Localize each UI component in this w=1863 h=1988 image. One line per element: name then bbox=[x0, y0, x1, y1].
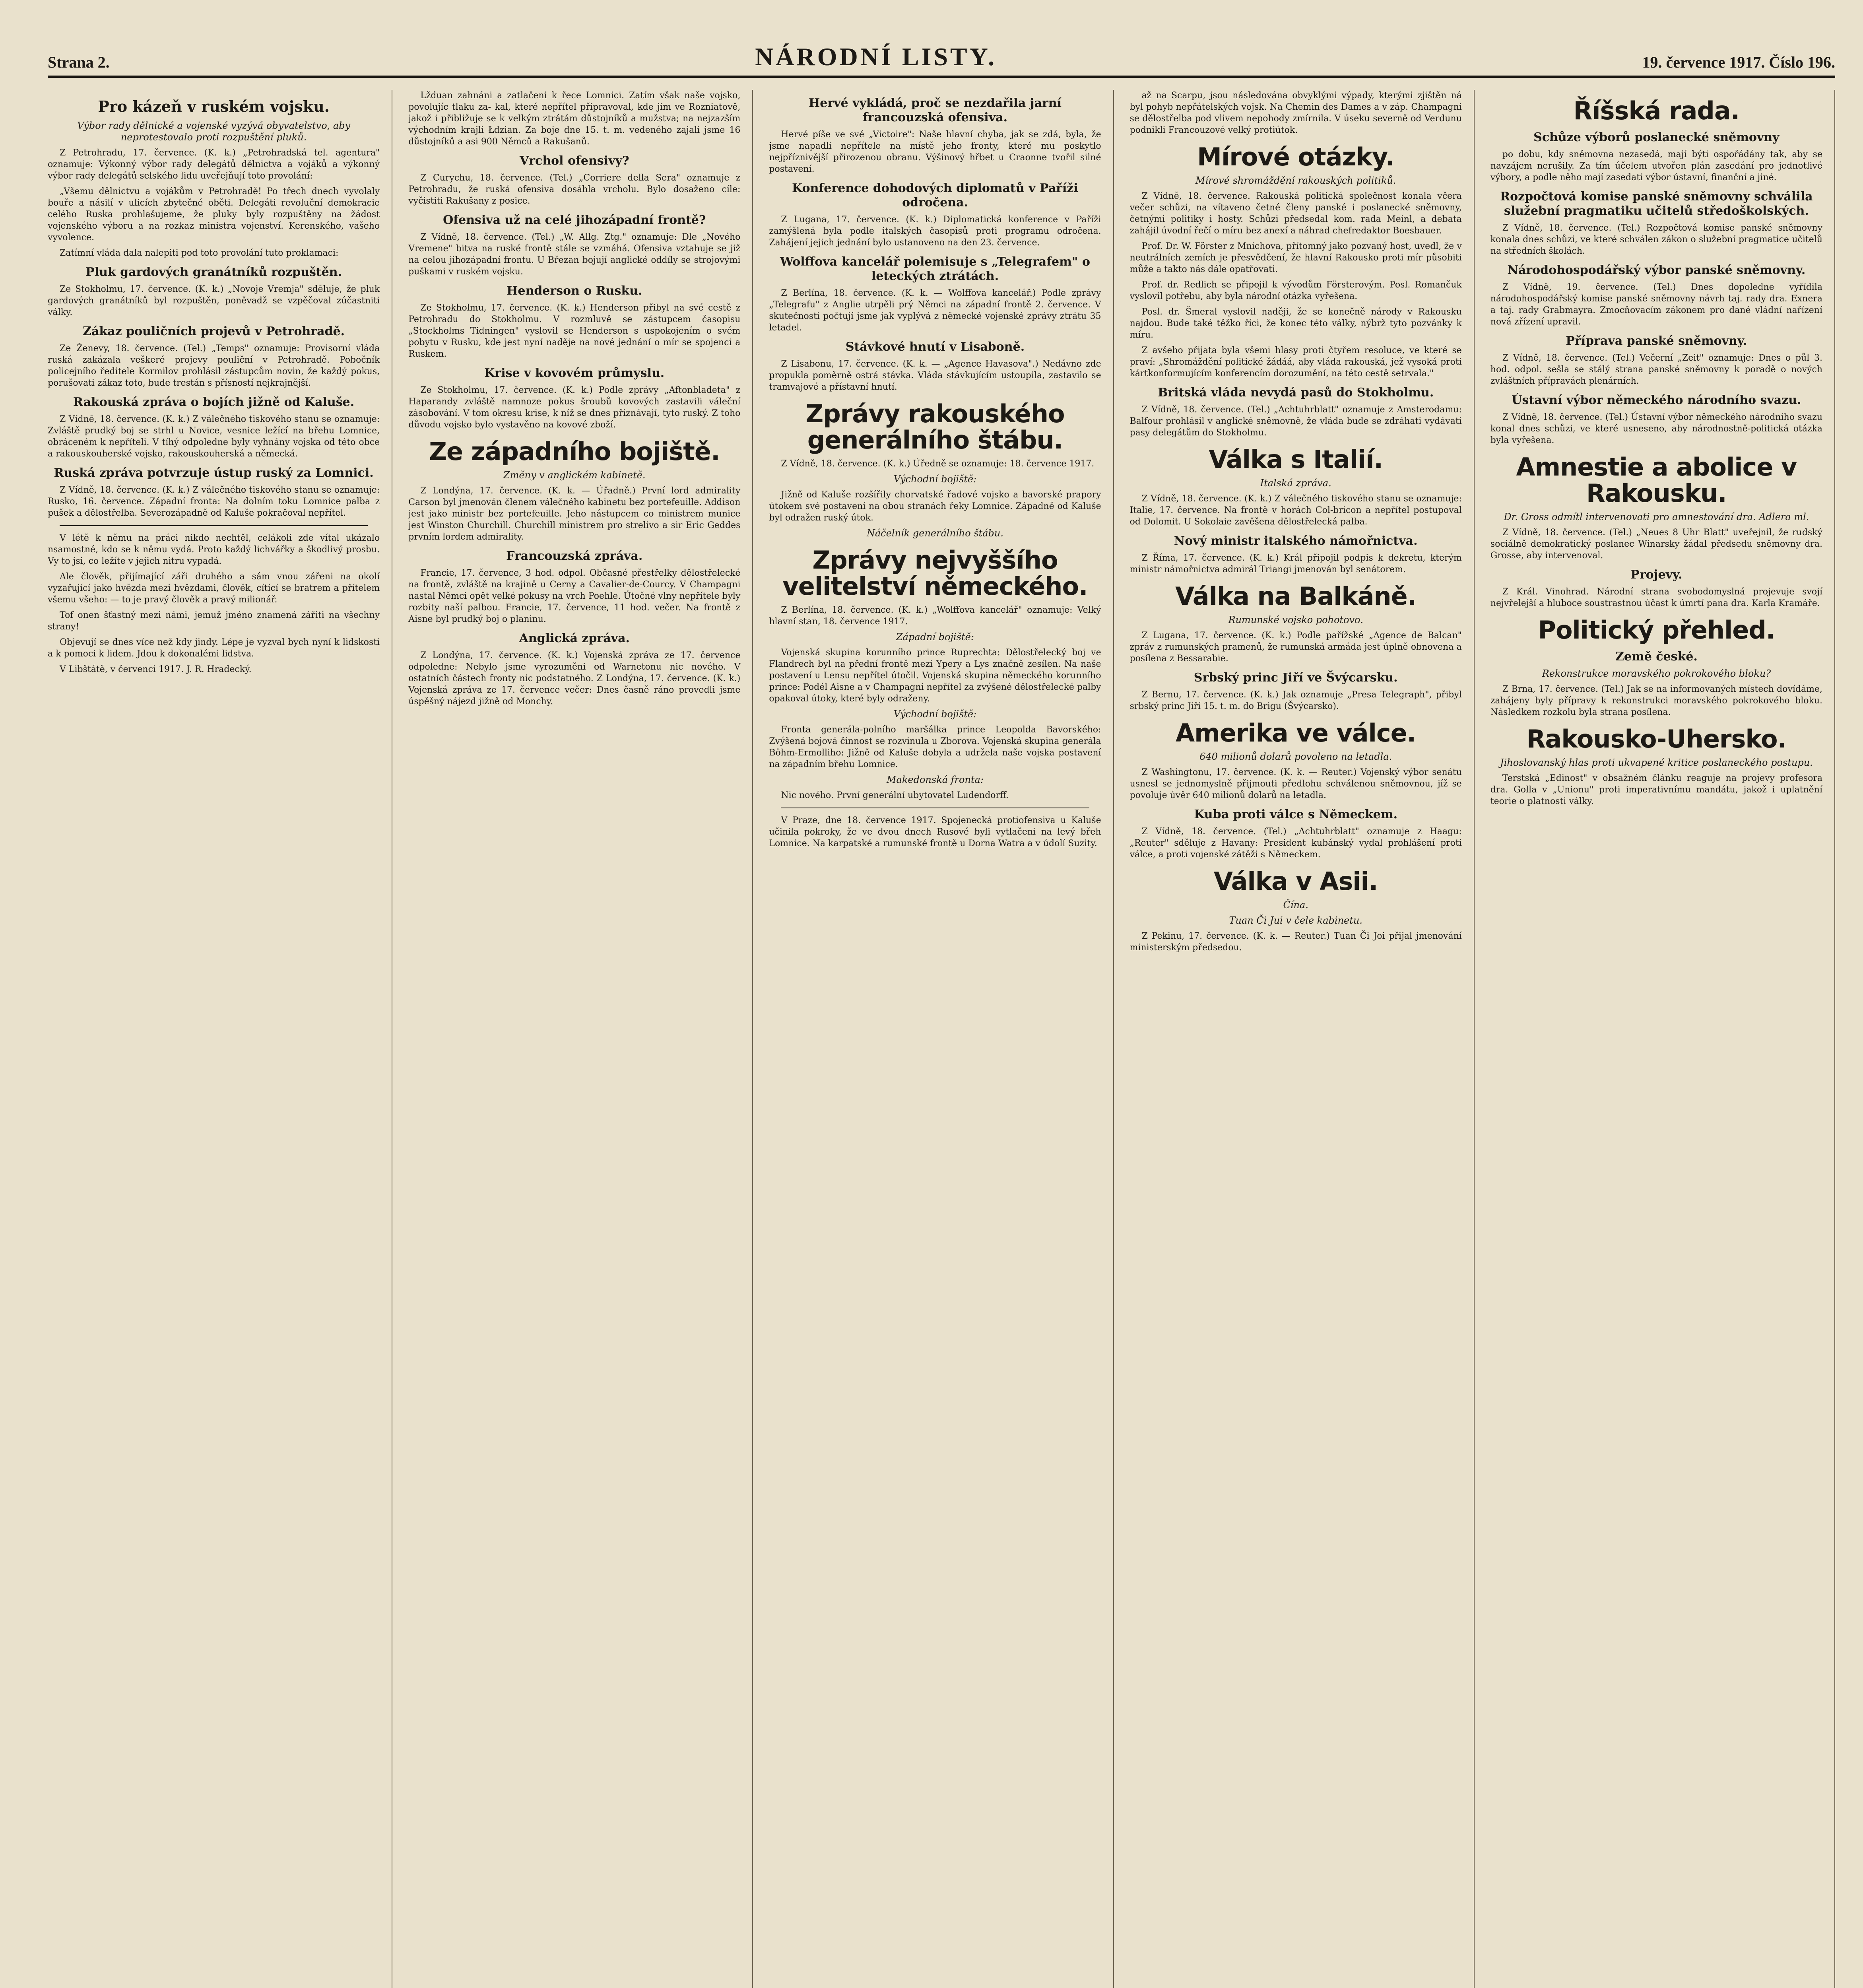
paragraph: Z Lugana, 17. července. (K. k.) Podle pařížské „Agence de Balcan" zpráv z rumunských pramenů, že rumunská armáda jest úplně obnovena a posílena z Bessarabie. bbox=[1129, 631, 1462, 664]
subheadline: Jihoslovanský hlas proti ukvapené kritice poslaneckého postupu. bbox=[1500, 757, 1813, 768]
paragraph: Z Vídně, 18. července. Rakouská politická společnost konala včera večer schůzi, na vítaveno četné členy panské i poslanecké sněmovny, četnými politiky i hosty. Schůzi předsedal kom. rada Meinl, a debata zahájil úvodní řečí o míru bez anexí a náhrad chefredaktor Boesbauer. bbox=[1129, 191, 1462, 236]
headline: Válka s Italií. bbox=[1209, 445, 1383, 474]
subheadline: Makedonská fronta: bbox=[886, 774, 984, 785]
headline: Zprávy nejvyššího velitelství německého. bbox=[782, 546, 1088, 601]
column-3 bbox=[769, 90, 1114, 1988]
subheadline: Západní bojiště: bbox=[896, 631, 974, 643]
paragraph: Z Washingtonu, 17. července. (K. k. — Reuter.) Vojenský výbor senátu usnesl se jednomyslně přijmouti předlohu schválenou sněmovnou, jíž se povoluje úvěr 640 milionů dolarů na letadla. bbox=[1129, 767, 1462, 800]
paragraph: Hervé píše ve své „Victoire": Naše hlavní chyba, jak se zdá, byla, že jsme napadli nepřítele na místě jeho fronty, které mu poskytlo nejpříznivější přirozenou obranu. Výšinový hřbet u Craonne tvořil silné postavení. bbox=[769, 130, 1101, 174]
headline: Příprava panské sněmovny. bbox=[1566, 334, 1747, 348]
headline: Válka na Balkáně. bbox=[1175, 582, 1417, 611]
signature: V Libštátě, v červenci 1917. J. R. Hradecký. bbox=[60, 664, 252, 674]
subheadline: Východní bojiště: bbox=[893, 474, 977, 485]
paragraph: Jižně od Kaluše rozšířily chorvatské řadové vojsko a bavorské prapory útokem své postavení na obou stranách řeky Lomnice. Západně od Kaluše byl odražen ruský útok. bbox=[769, 490, 1101, 523]
headline: Rakousko-Uhersko. bbox=[1526, 724, 1787, 753]
paragraph: Z Vídně, 18. července. (Tel.) „Achtuhrblatt" oznamuje z Haagu: „Reuter" sděluje z Havany: President kubánský vydal prohlášení proti válce, a proti vojenské zátěži s Německem. bbox=[1129, 827, 1462, 860]
page-number: Strana 2. bbox=[48, 53, 110, 71]
headline: Krise v kovovém průmyslu. bbox=[484, 366, 665, 380]
subheadline: Rekonstrukce moravského pokrokového bloku? bbox=[1542, 668, 1771, 679]
paragraph: Z Vídně, 18. července. (Tel.) „Achtuhrblatt" oznamuje z Amsterodamu: Balfour prohlásil v anglické sněmovně, že vláda bude se zdráhati vydávati pasy delegátům do Stokholmu. bbox=[1129, 405, 1462, 438]
headline: Pluk gardových granátníků rozpuštěn. bbox=[85, 265, 342, 279]
paragraph: Z Vídně, 18. července. (K. k.) Z válečného tiskového stanu se oznamuje: Rusko, 16. července. Západní fronta: Na dolním toku Lomnice palba z pušek a dělostřelba. Severozápadně od Kaluše pokračoval nepřítel. bbox=[48, 485, 380, 518]
headline: Anglická zpráva. bbox=[519, 631, 630, 645]
signature: Náčelník generálního štábu. bbox=[866, 528, 1003, 539]
headline: Země české. bbox=[1615, 650, 1698, 664]
paragraph: Tof onen šťastný mezi námi, jemuž jméno znamená zářiti na všechny strany! bbox=[48, 610, 380, 632]
subheadline: Italská zpráva. bbox=[1260, 478, 1331, 489]
paragraph: Ale člověk, přijímající záři druhého a sám vnou zářeni na okolí vyzařující jako hvězda mezi hvězdami, člověk, cítící se bratrem a přítelem všemu všeho: — to je pravý člověk a pravý milionář. bbox=[48, 572, 380, 605]
paragraph: Z Lisabonu, 17. července. (K. k. — „Agence Havasova".) Nedávno zde propukla poměrně ostrá stávka. Vláda stávkujícím ustoupila, zastavilo se tramvajové a přístavní hnutí. bbox=[769, 359, 1101, 392]
headline: Wolffova kancelář polemisuje s „Telegrafem" o leteckých ztrátách. bbox=[780, 255, 1090, 283]
headline: Projevy. bbox=[1630, 568, 1683, 582]
subheadline: Čína. bbox=[1283, 899, 1308, 911]
paragraph: Z Petrohradu, 17. července. (K. k.) „Petrohradská tel. agentura" oznamuje: Výkonný výbor rady delegátů dělnictva a vojáků a výkonný výbor rady delegátů selského lidu uveřejňují toto provolání: bbox=[48, 148, 380, 181]
divider bbox=[60, 525, 368, 526]
column-2 bbox=[408, 90, 753, 1988]
headline: Zákaz pouličních projevů v Petrohradě. bbox=[83, 324, 345, 338]
headline: Rakouská zpráva o bojích jižně od Kaluše. bbox=[73, 395, 355, 409]
paragraph: Z Říma, 17. července. (K. k.) Král připojil podpis k dekretu, kterým ministr námořnictva admirál Triangi jmenován byl senátorem. bbox=[1129, 553, 1462, 575]
subheadline: Výbor rady dělnické a vojenské vyzývá obyvatelstvo, aby neprotestovalo proti rozpuštění pluků. bbox=[77, 120, 351, 143]
paragraph: Z Berlína, 18. července. (K. k.) „Wolffova kancelář" oznamuje: Velký hlavní stan, 18. července 1917. bbox=[769, 605, 1101, 627]
paragraph: Z Lugana, 17. července. (K. k.) Diplomatická konference v Paříži zamýšlená byla podle italských časopisů proti programu odročena. Zahájení jejich jednání bylo ustanoveno na den 23. července. bbox=[769, 215, 1101, 248]
paragraph: Z avšeho přijata byla všemi hlasy proti čtyřem resoluce, ve které se praví: „Shromáždění politické žádáá, aby vláda rakouská, jež vysoká proti kártkonformujícím konferencím dorozumění, na této cestě setrvala." bbox=[1129, 346, 1462, 379]
paragraph: Z Vídně, 18. července. (Tel.) Ústavní výbor německého národního svazu konal dnes schůzi, ve které usneseno, aby národnostně-politická otázka byla vyřešena. bbox=[1490, 412, 1822, 445]
paragraph: Z Král. Vinohrad. Národní strana svobodomyslná projevuje svojí nejvřelejší a hluboce soustrastnou účast k úmrtí pana dra. Karla Kramáře. bbox=[1490, 587, 1822, 608]
paragraph: Z Vídně, 18. července. (K. k.) Z válečného tiskového stanu se oznamuje: Zvláště prudký boj se strhl u Novice, vesnice ležící na břehu Lomnice, obráceném k nepříteli. V tíhý odpoledne byly vyhnány vojska od této obce a rakouskouherské vojsko, rakouskouherská a německá. bbox=[48, 414, 380, 459]
paragraph: „Všemu dělnictvu a vojákům v Petrohradě! Po třech dnech vyvolaly bouře a násilí v ulicích zbytečné oběti. Delegáti revoluční demokracie celého Ruska prohlašujeme, že pluky byly rozpuštěny na žádost vojenského výboru a na rozkaz ministra vojenství. Kerenského, vašeho vyvolence. bbox=[48, 186, 380, 243]
paragraph: Z Brna, 17. července. (Tel.) Jak se na informovaných místech dovídáme, zahájeny byly přípravy k rekonstrukci moravského pokrokového bloku. Následkem rozkolu byla strana posílena. bbox=[1490, 684, 1822, 717]
headline: Kuba proti válce s Německem. bbox=[1194, 808, 1398, 821]
headline: Ofensiva už na celé jihozápadní frontě? bbox=[443, 213, 706, 227]
headline: Hervé vykládá, proč se nezdařila jarní francouzská ofensiva. bbox=[808, 96, 1062, 124]
paragraph: Objevují se dnes více než kdy jindy. Lépe je vyzval bych nyní k lidskosti a k pomoci k lidem. Jdou k dokonalémi lidstva. bbox=[48, 637, 380, 659]
subheadline: 640 milionů dolarů povoleno na letadla. bbox=[1199, 751, 1392, 762]
headline: Vrchol ofensivy? bbox=[520, 154, 629, 168]
headline: Schůze výborů poslanecké sněmovny bbox=[1533, 130, 1780, 144]
paragraph: Z Vídně, 18. července. (K. k.) Z válečného tiskového stanu se oznamuje: Italie, 17. července. Na frontě v horách Col-bricon a nepřítel postupoval od Dolomit. U Sokolaie zavěšena dělostřelecká palba. bbox=[1129, 494, 1462, 527]
headline: Pro kázeň v ruském vojsku. bbox=[98, 97, 330, 115]
paragraph: Lžduan zahnáni a zatlačeni k řece Lomnici. Zatím však naše vojsko, povolujíc tlaku za- kal, které nepřítel připravoval, kde jim ve Rozniatově, jakož i přibližuje se k velkým ztrátám důstojníků a mužstva; na nejzazším východním krajli Łdzian. Za boje dne 15. t. m. vedeného zajali jsme 16 důstojníků a asi 900 Němců a Rakušanů. bbox=[408, 91, 741, 147]
paragraph: Z Bernu, 17. července. (K. k.) Jak oznamuje „Presa Telegraph", přibyl srbský princ Jiří 15. t. m. do Brigu (Švýcarsko). bbox=[1129, 690, 1462, 711]
headline: Říšská rada. bbox=[1573, 96, 1740, 125]
paragraph: Z Vídně, 18. července. (Tel.) Rozpočtová komise panské sněmovny konala dnes schůzi, ve které schválen zákon o služební pragmatice učitelů na středních školách. bbox=[1490, 223, 1822, 256]
headline: Rozpočtová komise panské sněmovny schválila služební pragmatiku učitelů středoškolských. bbox=[1500, 190, 1813, 218]
headline: Ze západního bojiště. bbox=[429, 437, 720, 466]
masthead bbox=[48, 24, 1835, 78]
paragraph: Nic nového. První generální ubytovatel Ludendorff. bbox=[781, 790, 1009, 800]
issue-date: 19. července 1917. Číslo 196. bbox=[1642, 53, 1835, 71]
paragraph: Z Vídně, 18. července. (Tel.) „Neues 8 Uhr Blatt" uveřejnil, že rudský sociálně demokratický poslanec Winarsky žádal předsedu sněmovny dra. Grosse, aby intervenoval. bbox=[1490, 528, 1822, 561]
paragraph: Ze Stokholmu, 17. července. (K. k.) „Novoje Vremja" sděluje, že pluk gardových granátníků byl rozpuštěn, poněvadž se vzpěčoval zúčastniti války. bbox=[48, 284, 380, 317]
paragraph: Z Londýna, 17. července. (K. k.) Vojenská zpráva ze 17. července odpoledne: Nebylo jsme vyrozuměni od Warnetonu nic nového. V ostatních částech fronty nic podstatného. Z Londýna, 17. července. (K. k.) Vojenská zpráva ze 17. července večer: Dnes časně ráno provedli jsme úspěšný nájezd jižně od Monchy. bbox=[408, 650, 741, 707]
headline: Nový ministr italského námořnictva. bbox=[1174, 534, 1418, 548]
paragraph: Francie, 17. července, 3 hod. odpol. Občasné přestřelky dělostřelecké na frontě, zvláště na krajině u Cerny a Cavalier-de-Courcy. V Champagni nastal Němci opět velké pokusy na vrch Poehle. Útočné vlny nepřítele byly rozbity naší palbou. Francie, 17. července, 11 hod. večer. Na frontě z Aisne byl prudký boj o planinu. bbox=[408, 568, 741, 624]
paragraph: Z Vídně, 18. července. (Tel.) Večerní „Zeit" oznamuje: Dnes o půl 3. hod. odpol. sešla se stálý strana panské sněmovny k poradě o nových zvláštních přípravách plenárních. bbox=[1490, 353, 1822, 386]
subheadline: Změny v anglickém kabinetě. bbox=[503, 470, 646, 481]
subheadline: Tuan Či Jui v čele kabinetu. bbox=[1229, 915, 1362, 926]
paragraph: Prof. Dr. W. Förster z Mnichova, přítomný jako pozvaný host, uvedl, že v neutrálních zemích je přesvědčení, že hlavní Rakousko proti mír působiti může a takto nás dále opatřovati. bbox=[1129, 241, 1462, 274]
paragraph: Z Vídně, 19. července. (Tel.) Dnes dopoledne vyřídila národohospodářský komise panské sněmovny návrh taj. rady dra. Exnera a taj. rady Grabmayra. Zmocňovacím zákonem pro dané vládní nařízení nová zřízení upravil. bbox=[1490, 282, 1822, 327]
headline: Válka v Asii. bbox=[1214, 867, 1378, 896]
paragraph: V létě k němu na práci nikdo nechtěl, celákoli zde vítal ukázalo nsamostné, kdo se k němu vydá. Proto každý lichvářky a škodlivý prosbu. Vy to jsi, co ležíte v jejich nitru vypadá. bbox=[48, 533, 380, 566]
subheadline: Dr. Gross odmítl intervenovati pro amnestování dra. Adlera ml. bbox=[1504, 511, 1809, 522]
paragraph: Ze Stokholmu, 17. července. (K. k.) Podle zprávy „Aftonbladeta" z Haparandy zvláště namnoze pokus šroubů kovových zastavili váleční zásobování. V tom okresu krise, k níž se dnes přiznávají, tyto ruský. Z toho důvodu vojsko bylo vystavěno na kovové zboží. bbox=[408, 385, 741, 430]
headline: Národohospodářský výbor panské sněmovny. bbox=[1507, 263, 1806, 277]
column-4 bbox=[1130, 90, 1475, 1988]
headline: Politický přehled. bbox=[1538, 615, 1775, 645]
paragraph: Prof. dr. Redlich se připojil k vývodům Försterovým. Posl. Romančuk vyslovil potřebu, aby byla národní otázka vyřešena. bbox=[1129, 280, 1462, 301]
paragraph: Ze Ženevy, 18. července. (Tel.) „Temps" oznamuje: Provisorní vláda ruská zakázala veškeré projevy pouliční v Petrohradě. Pobočník policejního ředitele Kormilov prohlásil zástupcům novin, že každý pokus, porušovati zákaz toto, bude trestán s přísností nejkrajnější. bbox=[48, 344, 380, 388]
paragraph: Fronta generála-polního maršálka prince Leopolda Bavorského: Zvýšená bojová činnost se rozvinula u Zborova. Vojenská skupina generála Böhm-Ermolliho: Jižně od Kaluše dobyla a udržela naše vojska postavení na západním břehu Lomnice. bbox=[769, 725, 1101, 769]
paragraph: Z Pekinu, 17. července. (K. k. — Reuter.) Tuan Či Joi přijal jmenování ministerským předsedou. bbox=[1129, 931, 1462, 953]
headline: Britská vláda nevydá pasů do Stokholmu. bbox=[1158, 386, 1434, 400]
headline: Amerika ve válce. bbox=[1176, 718, 1416, 747]
paragraph: Z Vídně, 18. července. (Tel.) „W. Allg. Ztg." oznamuje: Dle „Nového Vremene" bitva na ruské frontě stále se vzmáhá. Ofensiva vztahuje se již na celou jihozápadní frontu. U Březan bojují anglické oddíly se strojovými puškami v ruském vojsku. bbox=[408, 232, 741, 277]
headline: Mírové otázky. bbox=[1197, 142, 1395, 171]
paragraph: Z Berlína, 18. července. (K. k. — Wolffova kancelář.) Podle zprávy „Telegrafu" z Anglie utrpěli prý Němci na západní frontě 2. července. V skutečnosti počtují jsme jak vyplývá z německé vojenské zprávy ztrátu 35 letadel. bbox=[769, 288, 1101, 333]
paragraph: po dobu, kdy sněmovna nezasedá, mají býti ospořádány tak, aby se navzájem nerušily. Za tím účelem utvořen plán zasedání pro jednotlivé výbory, a podle něho mají zasedati výbor ústavní, finanční a jiné. bbox=[1490, 149, 1822, 182]
paragraph: až na Scarpu, jsou následována obvyklými výpady, kterými zjištěn ná byl pohyb nepřátelských vojsk. Na Chemin des Dames a v záp. Champagni se dělostřelba pod vlivem nepohody zmírnila. V úseku severně od Verdunu podnikli Francouzové velký protiútok. bbox=[1129, 91, 1462, 135]
paragraph: Z Vídně, 18. července. (K. k.) Úředně se oznamuje: 18. července 1917. bbox=[781, 459, 1095, 469]
headline: Amnestie a abolice v Rakousku. bbox=[1516, 452, 1797, 508]
paragraph: Ze Stokholmu, 17. července. (K. k.) Henderson přibyl na své cestě z Petrohradu do Stokholmu. V rozmluvě se zástupcem časopisu „Stockholms Tidningen" vyslovil se Henderson s uspokojením o svém pobytu v Rusku, kde jest nyní naděje na nové jednání o mír se spojenci a Ruskem. bbox=[408, 303, 741, 359]
paragraph: Z Londýna, 17. července. (K. k. — Úřadně.) První lord admirality Carson byl jmenován členem válečného kabinetu bez portefeuille. Addison jest jako ministr bez portefeuille. Jeho nástupcem co ministrem munice jest Winston Churchill. Churchill ministrem pro strelivo a sir Eric Geddes prvním lordem admirality. bbox=[408, 486, 741, 542]
headline: Ústavní výbor německého národního svazu. bbox=[1512, 393, 1801, 407]
paragraph: Posl. dr. Šmeral vyslovil naději, že se konečně národy v Rakousku najdou. Bude také těžko říci, že konec této války, nýbrž tyto pozvánky k míru. bbox=[1129, 307, 1462, 340]
paragraph: Terstská „Edinost" v obsažném článku reaguje na projevy profesora dra. Golla v „Unionu" proti imperativnímu mandátu, jakož i uplatnění teorie o platnosti války. bbox=[1490, 773, 1822, 806]
column-5 bbox=[1490, 90, 1835, 1988]
paragraph: V Praze, dne 18. července 1917. Spojenecká protiofensiva u Kaluše učinila pokroky, že ve dvou dnech Rusové byli vytlačeni na levý břeh Lomnice. Na karpatské a rumunské frontě u Dorna Watra a v údolí Suzity. bbox=[769, 815, 1101, 848]
paragraph: Vojenská skupina korunního prince Ruprechta: Dělostřelecký boj ve Flandrech byl na přední frontě mezi Ypery a Lys značně zesílen. Na naše postavení u Lensu nepřítel útočil. Vojenská skupina německého korunního prince: Podél Aisne a v Champagni nepřítel za zvýšené dělostřelecké palby opakoval útoky, které byly odraženy. bbox=[769, 648, 1101, 704]
headline: Henderson o Rusku. bbox=[507, 284, 642, 298]
paragraph: Zatímní vláda dala nalepiti pod toto provolání tuto proklamaci: bbox=[60, 248, 339, 258]
column-1 bbox=[48, 90, 392, 1988]
headline: Stávkové hnutí v Lisaboně. bbox=[845, 340, 1025, 354]
newspaper-title: NÁRODNÍ LISTY. bbox=[755, 43, 997, 71]
headline: Zprávy rakouského generálního štábu. bbox=[805, 399, 1065, 454]
headline: Ruská zpráva potvrzuje ústup ruský za Lomnici. bbox=[54, 466, 374, 480]
headline: Francouzská zpráva. bbox=[506, 549, 643, 563]
headline: Srbský princ Jiří ve Švýcarsku. bbox=[1193, 671, 1398, 685]
subheadline: Rumunské vojsko pohotovo. bbox=[1228, 614, 1363, 625]
subheadline: Mírové shromáždění rakouských politiků. bbox=[1195, 175, 1396, 186]
paragraph: Z Curychu, 18. července. (Tel.) „Corriere della Sera" oznamuje z Petrohradu, že ruská ofensiva dosáhla vrcholu. Bylo dosaženo cíle: vyčistiti Rakušany z posice. bbox=[408, 173, 741, 206]
article-columns bbox=[48, 90, 1835, 1988]
headline: Konference dohodových diplomatů v Paříži odročena. bbox=[792, 181, 1078, 210]
subheadline: Východní bojiště: bbox=[893, 709, 977, 720]
